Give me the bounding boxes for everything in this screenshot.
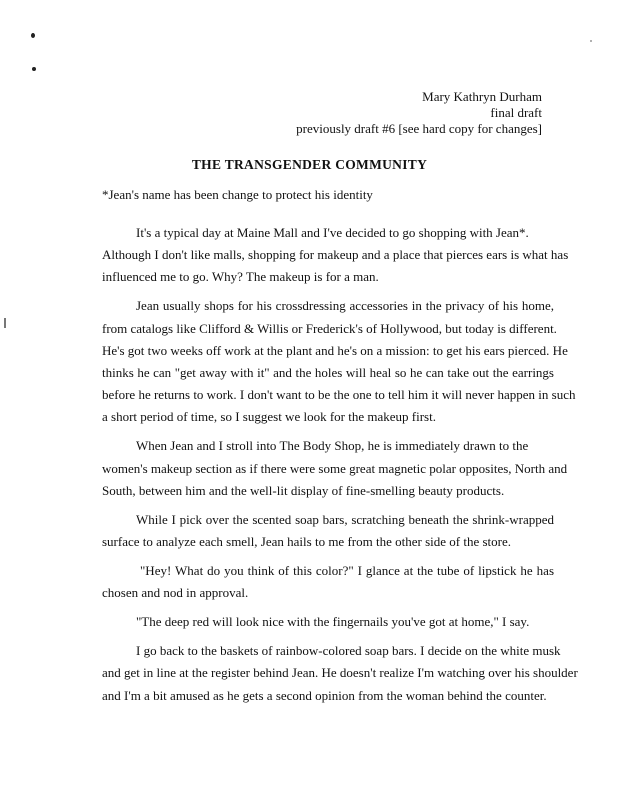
text-line: chosen and nod in approval. <box>102 585 249 601</box>
paragraph <box>102 435 568 502</box>
draft-status: final draft <box>490 105 542 120</box>
text-line: He's got two weeks off work at the plant and he's on a mission: to get his ears pierced. He <box>102 342 568 358</box>
text-line: It's a typical day at Maine Mall and I've decided to go shopping with Jean*. <box>136 225 529 240</box>
text-line: I go back to the baskets of rainbow-colored soap bars. I decide on the white musk <box>136 643 561 659</box>
paragraph <box>102 222 569 289</box>
text-line: influenced me to go. Why? The makeup is for a man. <box>102 269 379 285</box>
revision-note: previously draft #6 [see hard copy for changes] <box>296 121 542 136</box>
text-line: a short period of time, so I suggest we look for the makeup first. <box>102 409 436 425</box>
text-line: "The deep red will look nice with the fingernails you've got at home," I say. <box>136 614 530 630</box>
paragraph <box>102 611 554 633</box>
text-line: While I pick over the scented soap bars, scratching beneath the shrink-wrapped <box>136 511 554 527</box>
paragraph <box>102 295 576 428</box>
text-line: When Jean and I stroll into The Body Shop, he is immediately drawn to the <box>136 438 529 454</box>
page-title: THE TRANSGENDER COMMUNITY <box>191 157 428 172</box>
paragraph <box>102 560 554 604</box>
author-name: Mary Kathryn Durham <box>422 89 542 104</box>
text-line: thinks he can "get away with it" and the holes will heal so he can take out the earrings <box>102 365 554 381</box>
scan-speck <box>31 33 35 38</box>
text-line: "Hey! What do you think of this color?" I glance at the tube of lipstick he has <box>140 563 554 579</box>
essay-body <box>102 222 578 714</box>
text-line: and get in line at the register behind Jean. He doesn't realize I'm watching over his shoulder <box>102 665 578 681</box>
paragraph <box>102 509 554 553</box>
text-line: women's makeup section as if there were some great magnetic polar opposites, North and <box>102 460 568 476</box>
margin-mark <box>4 318 6 328</box>
text-line: surface to analyze each smell, Jean hails to me from the other side of the store. <box>102 534 511 550</box>
text-line: from catalogs like Clifford & Willis or Frederick's of Hollywood, but today is different. <box>102 320 557 336</box>
text-line: Jean usually shops for his crossdressing accessories in the privacy of his home, <box>136 298 554 314</box>
text-line: before he returns to work. I don't want to be the one to tell him it will never happen in such <box>102 387 576 403</box>
identity-note: *Jean's name has been change to protect his identity <box>102 187 373 202</box>
paragraph <box>102 640 578 707</box>
scan-speck <box>590 40 592 42</box>
text-line: and I'm a bit amused as he gets a second opinion from the woman behind the counter. <box>102 687 547 703</box>
author-header <box>296 89 542 137</box>
scan-speck <box>32 67 36 71</box>
text-line: South, between him and the well-lit display of fine-smelling beauty products. <box>102 482 505 498</box>
text-line: Although I don't like malls, shopping for makeup and a place that pierces ears is what has <box>102 247 569 263</box>
